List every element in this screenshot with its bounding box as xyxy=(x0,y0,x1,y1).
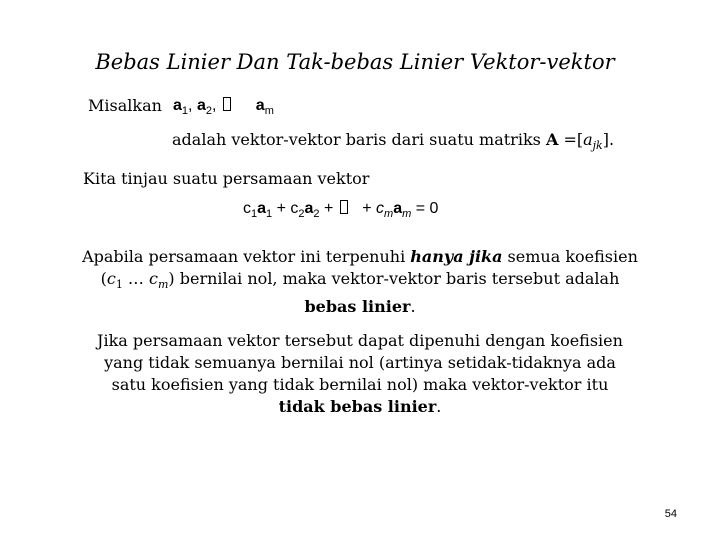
vector-a2: a xyxy=(196,97,206,114)
definition-line: adalah vektor-vektor baris dari suatu matriks $A =[a_{jk}]$. xyxy=(172,130,615,153)
paragraph-bebas: Apabila persamaan vektor ini terpenuhi hanya jika semua koefisien ($c_1$ … $c_m$) bernilai nol, maka vektor-vektor baris tersebut adalah bebas linier. xyxy=(82,247,638,317)
emphasis-hanya-jika: hanya jika xyxy=(410,247,503,266)
vector-equation: $c_1a_1 + c_2a_2$ + + $c_ma_m = 0$ xyxy=(243,200,439,221)
paragraph-tak-bebas: Jika persamaan vektor tersebut dapat dipenuhi dengan koefisien yang tidak semuanya bernilai nol (artinya setidak-tidaknya ada satu koefisien yang tidak bernilai nol) maka vektor-vektor itu tidak bebas linier. xyxy=(97,331,623,416)
misalkan-label: Misalkan xyxy=(88,96,162,115)
missing-glyph-icon xyxy=(340,200,348,214)
slide-title: Bebas Linier Dan Tak-bebas Linier Vektor-vektor xyxy=(95,50,615,74)
vector-list: $a_1$, $a_2$, $a_m$ xyxy=(173,97,274,118)
matrix-symbol: A xyxy=(545,130,559,149)
term-bebas-linier: bebas linier xyxy=(304,297,411,317)
vector-a1: a xyxy=(173,97,182,114)
intro-line: Kita tinjau suatu persamaan vektor xyxy=(83,169,370,188)
term-tidak-bebas-linier: tidak bebas linier xyxy=(278,397,437,416)
page-number: 54 xyxy=(664,508,677,520)
vector-am: a xyxy=(255,97,265,114)
missing-glyph-icon xyxy=(223,97,231,111)
